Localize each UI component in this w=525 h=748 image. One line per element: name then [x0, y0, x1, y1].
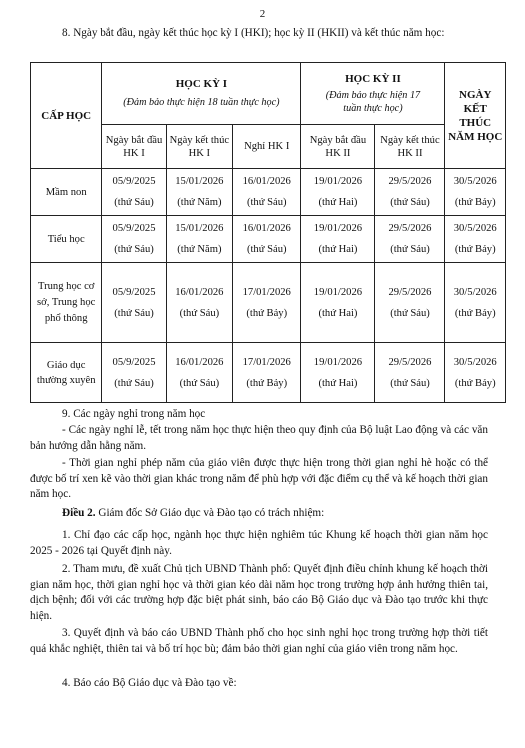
- weekday-value: (thứ Sáu): [114, 197, 154, 208]
- date-cell: [375, 169, 445, 216]
- date-value: 29/5/2026: [388, 356, 432, 368]
- section-8-heading: 8. Ngày bắt đầu, ngày kết thúc học kỳ I (HKI); học kỳ II (HKII) và kết thúc năm học:: [62, 27, 445, 39]
- table-row: [31, 343, 506, 403]
- weekday-value: (thứ Sáu): [390, 197, 430, 208]
- date-cell: [301, 343, 375, 403]
- section-9-paragraph-1: - Các ngày nghỉ lễ, tết trong năm học thực hiện theo quy định của Bộ luật Lao động và các văn bản hướng dẫn hằng năm.: [30, 424, 488, 452]
- weekday-value: (thứ Sáu): [390, 307, 430, 319]
- weekday-value: (thứ Bảy): [454, 377, 496, 389]
- date-cell: [166, 216, 232, 263]
- date-value: 30/5/2026: [453, 176, 497, 187]
- date-value: 17/01/2026: [242, 286, 291, 298]
- hk2-title: HỌC KỲ II: [345, 72, 401, 85]
- date-value: 16/01/2026: [175, 286, 224, 298]
- date-cell: [102, 263, 166, 343]
- weekday-value: (thứ Năm): [177, 244, 222, 255]
- date-value: 15/01/2026: [175, 223, 224, 234]
- date-cell: [233, 169, 301, 216]
- date-value: 16/01/2026: [242, 176, 291, 187]
- date-value: 19/01/2026: [313, 176, 363, 187]
- subheader-start-hk1: Ngày bắt đầu HK I: [102, 125, 166, 169]
- date-value: 29/5/2026: [388, 223, 432, 234]
- date-value: 16/01/2026: [242, 223, 291, 234]
- date-value: 05/9/2025: [112, 356, 156, 368]
- weekday-value: (thứ Hai): [318, 244, 358, 255]
- subheader-end-hk1: Ngày kết thúc HK I: [166, 125, 232, 169]
- table-row: [31, 169, 506, 216]
- level-cell: Tiểu học: [31, 216, 102, 263]
- weekday-value: (thứ Sáu): [390, 377, 430, 389]
- level-cell: Giáo dục thường xuyên: [31, 343, 102, 403]
- date-value: 29/5/2026: [388, 176, 432, 187]
- weekday-value: (thứ Năm): [177, 197, 222, 208]
- weekday-value: (thứ Sáu): [179, 307, 220, 319]
- date-value: 19/01/2026: [313, 223, 363, 234]
- school-calendar-table: [30, 62, 506, 403]
- article-2-item-4: 4. Báo cáo Bộ Giáo dục và Đào tạo về:: [62, 677, 237, 689]
- weekday-value: (thứ Sáu): [114, 244, 154, 255]
- section-9-paragraph-2: - Thời gian nghỉ phép năm của giáo viên được thực hiện trong thời gian nghỉ hè hoặc có thể được bố trí xen kẽ vào thời gian khác trong năm để phù hợp với đặc điểm cụ thể và kế hoạch thời gian năm học.: [30, 457, 488, 500]
- level-cell: Mầm non: [31, 169, 102, 216]
- header-hk1: [102, 63, 301, 125]
- date-cell: [233, 263, 301, 343]
- date-value: 17/01/2026: [242, 356, 291, 368]
- date-cell: [102, 216, 166, 263]
- date-cell: [445, 343, 506, 403]
- hk1-note: (Đảm bảo thực hiện 18 tuần thực học): [123, 97, 280, 108]
- table-row: [31, 263, 506, 343]
- date-value: 05/9/2025: [112, 223, 156, 234]
- weekday-value: (thứ Bảy): [454, 244, 496, 255]
- date-cell: [166, 343, 232, 403]
- date-cell: [375, 263, 445, 343]
- weekday-value: (thứ Sáu): [179, 377, 220, 389]
- date-cell: [166, 169, 232, 216]
- date-cell: [445, 263, 506, 343]
- subheader-start-hk2: Ngày bắt đầu HK II: [301, 125, 375, 169]
- hk1-title: HỌC KỲ I: [175, 78, 228, 90]
- date-cell: [445, 216, 506, 263]
- date-cell: [233, 216, 301, 263]
- article-2-text: Giám đốc Sở Giáo dục và Đào tạo có trách nhiệm:: [98, 507, 325, 519]
- level-cell: Trung học cơ sở, Trung học phổ thông: [31, 263, 102, 343]
- article-2-item-3: 3. Quyết định và báo cáo UBND Thành phố cho học sinh nghỉ học trong trường hợp thời tiết quá khắc nghiệt, thiên tai và bố trí học bù; đảm bảo thời gian nghỉ của giáo viên trong năm học.: [30, 627, 488, 655]
- date-cell: [102, 169, 166, 216]
- weekday-value: (thứ Sáu): [114, 377, 154, 389]
- page-number: 2: [259, 8, 266, 20]
- weekday-value: (thứ Hai): [318, 377, 358, 389]
- article-2: [30, 506, 488, 522]
- weekday-value: (thứ Sáu): [114, 307, 154, 319]
- weekday-value: (thứ Sáu): [246, 197, 287, 208]
- date-value: 19/01/2026: [313, 356, 363, 368]
- article-2-item-1: 1. Chỉ đạo các cấp học, ngành học thực hiện nghiêm túc Khung kế hoạch thời gian năm học 2025 - 2026 tại Quyết định này.: [30, 529, 488, 557]
- date-cell: [166, 263, 232, 343]
- date-value: 15/01/2026: [175, 176, 224, 187]
- subheader-end-hk2: Ngày kết thúc HK II: [375, 125, 445, 169]
- date-value: 19/01/2026: [313, 286, 363, 298]
- weekday-value: (thứ Bảy): [454, 197, 496, 208]
- weekday-value: (thứ Bảy): [454, 307, 496, 319]
- date-value: 30/5/2026: [453, 223, 497, 234]
- date-cell: [102, 343, 166, 403]
- header-cap-hoc: CẤP HỌC: [31, 63, 102, 169]
- weekday-value: (thứ Bảy): [246, 307, 288, 319]
- date-cell: [301, 263, 375, 343]
- date-cell: [233, 343, 301, 403]
- header-end-year: NGÀY KẾT THÚC NĂM HỌC: [445, 63, 506, 169]
- subheader-break-hk1: Nghỉ HK I: [233, 125, 301, 169]
- hk2-note: (Đảm bảo thực hiện 17 tuần thực học): [325, 89, 421, 114]
- article-2-item-2: 2. Tham mưu, đề xuất Chủ tịch UBND Thành phố: Quyết định điều chỉnh khung kế hoạch thời gian năm học, thời gian nghỉ học và thời gian kéo dài năm học trong trường hợp ảnh hưởng thiên tai, dịch bệnh; đối với các trường hợp đặc biệt phát sinh, báo cáo Bộ Giáo dục và Đào tạo trước khi thực hiện.: [30, 563, 488, 622]
- weekday-value: (thứ Sáu): [390, 244, 430, 255]
- date-value: 29/5/2026: [388, 286, 432, 298]
- section-9-heading: 9. Các ngày nghỉ trong năm học: [62, 408, 206, 420]
- date-cell: [301, 169, 375, 216]
- header-hk2: [301, 63, 445, 125]
- date-value: 05/9/2025: [112, 286, 156, 298]
- weekday-value: (thứ Hai): [318, 197, 358, 208]
- weekday-value: (thứ Hai): [318, 307, 358, 319]
- article-2-label: Điều 2.: [62, 507, 96, 519]
- date-value: 30/5/2026: [453, 356, 497, 368]
- weekday-value: (thứ Sáu): [246, 244, 287, 255]
- date-value: 16/01/2026: [175, 356, 224, 368]
- date-value: 05/9/2025: [112, 176, 156, 187]
- date-cell: [375, 343, 445, 403]
- date-cell: [445, 169, 506, 216]
- date-cell: [375, 216, 445, 263]
- weekday-value: (thứ Bảy): [246, 377, 288, 389]
- date-value: 30/5/2026: [453, 286, 497, 298]
- date-cell: [301, 216, 375, 263]
- table-row: [31, 216, 506, 263]
